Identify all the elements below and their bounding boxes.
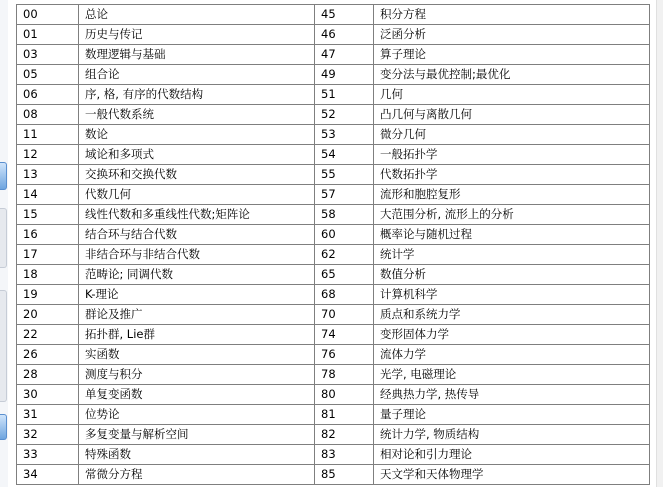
right-subject-cell: 微分几何 (374, 125, 650, 145)
right-scrollbar[interactable] (656, 0, 663, 487)
table-row (17, 465, 650, 485)
table-row (17, 345, 650, 365)
table-row (17, 165, 650, 185)
right-subject-cell: 几何 (374, 85, 650, 105)
table-row (17, 285, 650, 305)
right-code-cell: 80 (315, 385, 374, 405)
table-row (17, 45, 650, 65)
right-subject-cell: 概率论与随机过程 (374, 225, 650, 245)
table-row (17, 385, 650, 405)
right-code-cell: 57 (315, 185, 374, 205)
left-code-cell: 14 (17, 185, 79, 205)
left-subject-cell: 交换环和交换代数 (79, 165, 315, 185)
left-subject-cell: 代数几何 (79, 185, 315, 205)
table-row (17, 105, 650, 125)
left-subject-cell: 多复变量与解析空间 (79, 425, 315, 445)
right-subject-cell: 变形固体力学 (374, 325, 650, 345)
table-row (17, 405, 650, 425)
left-code-cell: 34 (17, 465, 79, 485)
left-subject-cell: 群论及推广 (79, 305, 315, 325)
left-subject-cell: 历史与传记 (79, 25, 315, 45)
left-code-cell: 06 (17, 85, 79, 105)
table-row (17, 25, 650, 45)
msc-classification-table (16, 4, 650, 485)
right-subject-cell: 经典热力学, 热传导 (374, 385, 650, 405)
right-subject-cell: 数值分析 (374, 265, 650, 285)
left-code-cell: 18 (17, 265, 79, 285)
table-row (17, 145, 650, 165)
table-row (17, 305, 650, 325)
right-subject-cell: 量子理论 (374, 405, 650, 425)
right-subject-cell: 计算机科学 (374, 285, 650, 305)
right-subject-cell: 算子理论 (374, 45, 650, 65)
left-subject-cell: 数理逻辑与基础 (79, 45, 315, 65)
left-code-cell: 12 (17, 145, 79, 165)
right-subject-cell: 统计力学, 物质结构 (374, 425, 650, 445)
left-subject-cell: 常微分方程 (79, 465, 315, 485)
table-row (17, 425, 650, 445)
right-subject-cell: 流体力学 (374, 345, 650, 365)
right-code-cell: 58 (315, 205, 374, 225)
left-code-cell: 19 (17, 285, 79, 305)
left-code-cell: 05 (17, 65, 79, 85)
right-subject-cell: 统计学 (374, 245, 650, 265)
table-row (17, 365, 650, 385)
left-subject-cell: 数论 (79, 125, 315, 145)
right-code-cell: 70 (315, 305, 374, 325)
right-code-cell: 78 (315, 365, 374, 385)
left-subject-cell: 非结合环与非结合代数 (79, 245, 315, 265)
left-code-cell: 17 (17, 245, 79, 265)
left-code-cell: 00 (17, 5, 79, 25)
left-window-edge (0, 0, 8, 487)
left-code-cell: 11 (17, 125, 79, 145)
right-code-cell: 65 (315, 265, 374, 285)
right-subject-cell: 代数拓扑学 (374, 165, 650, 185)
table-body (17, 5, 650, 485)
left-code-cell: 13 (17, 165, 79, 185)
left-subject-cell: 域论和多项式 (79, 145, 315, 165)
right-subject-cell: 变分法与最优控制;最优化 (374, 65, 650, 85)
left-subject-cell: 组合论 (79, 65, 315, 85)
table-row (17, 245, 650, 265)
left-subject-cell: 单复变函数 (79, 385, 315, 405)
table-row (17, 5, 650, 25)
table-row (17, 225, 650, 245)
left-edge-panel-2 (0, 290, 7, 402)
left-subject-cell: 拓扑群, Lie群 (79, 325, 315, 345)
right-code-cell: 51 (315, 85, 374, 105)
table-row (17, 445, 650, 465)
left-subject-cell: 总论 (79, 5, 315, 25)
left-code-cell: 01 (17, 25, 79, 45)
left-code-cell: 28 (17, 365, 79, 385)
left-code-cell: 20 (17, 305, 79, 325)
table-row (17, 265, 650, 285)
right-subject-cell: 大范围分析, 流形上的分析 (374, 205, 650, 225)
right-subject-cell: 一般拓扑学 (374, 145, 650, 165)
left-subject-cell: 实函数 (79, 345, 315, 365)
right-code-cell: 76 (315, 345, 374, 365)
right-code-cell: 68 (315, 285, 374, 305)
left-subject-cell: 线性代数和多重线性代数;矩阵论 (79, 205, 315, 225)
right-code-cell: 52 (315, 105, 374, 125)
left-code-cell: 31 (17, 405, 79, 425)
left-code-cell: 33 (17, 445, 79, 465)
right-subject-cell: 流形和胞腔复形 (374, 185, 650, 205)
right-subject-cell: 相对论和引力理论 (374, 445, 650, 465)
left-code-cell: 15 (17, 205, 79, 225)
left-subject-cell: 特殊函数 (79, 445, 315, 465)
right-subject-cell: 泛函分析 (374, 25, 650, 45)
left-code-cell: 03 (17, 45, 79, 65)
left-code-cell: 30 (17, 385, 79, 405)
right-code-cell: 55 (315, 165, 374, 185)
right-code-cell: 54 (315, 145, 374, 165)
left-code-cell: 08 (17, 105, 79, 125)
table-row (17, 205, 650, 225)
right-subject-cell: 积分方程 (374, 5, 650, 25)
right-code-cell: 49 (315, 65, 374, 85)
right-code-cell: 45 (315, 5, 374, 25)
left-code-cell: 32 (17, 425, 79, 445)
table-row (17, 325, 650, 345)
left-subject-cell: 位势论 (79, 405, 315, 425)
left-subject-cell: 一般代数系统 (79, 105, 315, 125)
right-code-cell: 81 (315, 405, 374, 425)
right-code-cell: 46 (315, 25, 374, 45)
table-row (17, 65, 650, 85)
right-code-cell: 74 (315, 325, 374, 345)
left-edge-tab-2[interactable] (0, 414, 7, 440)
left-subject-cell: 序, 格, 有序的代数结构 (79, 85, 315, 105)
right-code-cell: 85 (315, 465, 374, 485)
left-edge-tab-1[interactable] (0, 162, 7, 190)
right-code-cell: 47 (315, 45, 374, 65)
right-code-cell: 83 (315, 445, 374, 465)
left-code-cell: 22 (17, 325, 79, 345)
left-subject-cell: 测度与积分 (79, 365, 315, 385)
left-edge-panel-1 (0, 208, 7, 268)
right-code-cell: 82 (315, 425, 374, 445)
right-subject-cell: 光学, 电磁理论 (374, 365, 650, 385)
left-subject-cell: K-理论 (79, 285, 315, 305)
left-subject-cell: 范畴论; 同调代数 (79, 265, 315, 285)
right-subject-cell: 天文学和天体物理学 (374, 465, 650, 485)
left-code-cell: 26 (17, 345, 79, 365)
table-row (17, 85, 650, 105)
table-row (17, 125, 650, 145)
table-row (17, 185, 650, 205)
right-code-cell: 62 (315, 245, 374, 265)
right-code-cell: 53 (315, 125, 374, 145)
right-subject-cell: 质点和系统力学 (374, 305, 650, 325)
right-subject-cell: 凸几何与离散几何 (374, 105, 650, 125)
left-code-cell: 16 (17, 225, 79, 245)
right-code-cell: 60 (315, 225, 374, 245)
left-subject-cell: 结合环与结合代数 (79, 225, 315, 245)
